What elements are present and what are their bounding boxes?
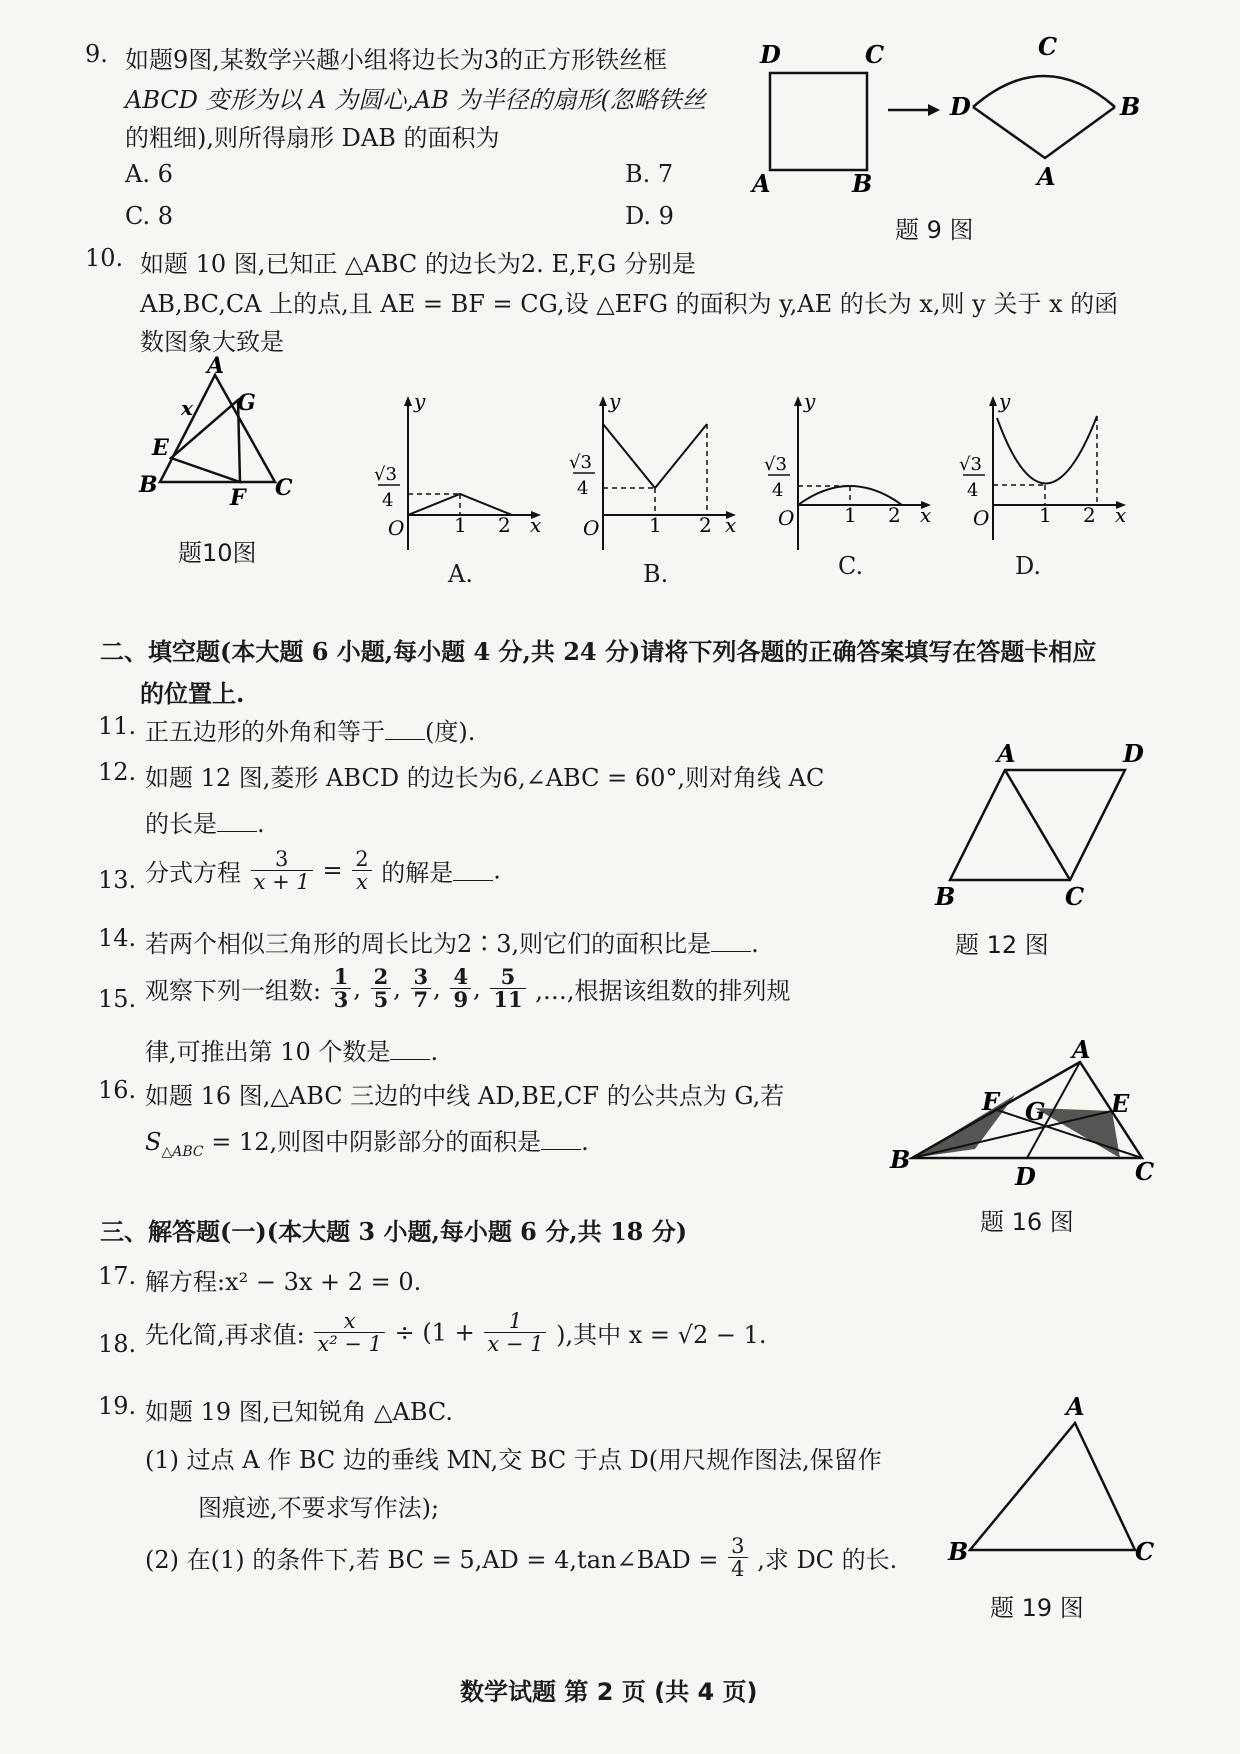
fig19-label-c: C: [1135, 1537, 1155, 1565]
q15-line1: 观察下列一组数: $\frac{1}{3}$ , $\frac{2}{5}$ , $\frac{3}{7}$ , $\frac{4}{9}$ , $\frac{5}{11}$ ,…,根据该组数的排列规: [145, 964, 791, 1013]
q16-line2: $S_{\triangle ABC} = 12$,则图中阴影部分的面积是 .: [145, 1128, 589, 1160]
fig16-label-c: C: [1135, 1157, 1155, 1186]
fig9-label-d: D: [760, 40, 781, 69]
q15-answer-blank: [390, 1039, 430, 1060]
fig12-diagonal-ac: [1005, 770, 1070, 880]
fig9-caption: 题 9 图: [895, 216, 974, 244]
svg-text:y: y: [804, 390, 816, 413]
q9-option-b: B. 7: [625, 160, 674, 188]
q12-number: 12.: [98, 758, 137, 786]
fig9-sector-label-a: A: [1037, 162, 1056, 191]
q19-part1-line2: 图痕迹,不要求写作法);: [198, 1494, 440, 1522]
q10-line1: 如题 10 图,已知正 △ABC 的边长为2. E,F,G 分别是: [140, 250, 696, 278]
fig10-label-x: x: [181, 396, 193, 420]
svg-text:4: 4: [382, 490, 394, 511]
q18-text: 先化简,再求值: $\frac{x}{\text{x² − 1}}$ ÷ (1 + $\frac{1}{x - 1}$ ),其中 x = √2 − 1.: [145, 1309, 767, 1357]
svg-text:√3: √3: [374, 464, 397, 485]
q15-number: 15.: [98, 985, 137, 1013]
q13-fraction-left: $\frac{3}{x + 1}$: [251, 848, 313, 893]
q18-number: 18.: [98, 1330, 137, 1358]
q9-line3: 的粗细),则所得扇形 DAB 的面积为: [125, 124, 500, 152]
fig16-shaded-right: [1035, 1108, 1120, 1158]
fig16-label-b: B: [890, 1145, 911, 1174]
svg-text:x: x: [920, 503, 932, 527]
svg-text:x: x: [530, 513, 542, 537]
graph-d-label: D.: [1015, 552, 1042, 580]
q14-answer-blank: [711, 931, 751, 952]
q10-number: 10.: [85, 244, 124, 272]
fig10-label-f: F: [230, 485, 246, 511]
fig10-label-g: G: [237, 390, 256, 416]
q19-line1: 如题 19 图,已知锐角 △ABC.: [145, 1398, 454, 1426]
fig9-label-c: C: [865, 40, 885, 69]
q9-line1: 如题9图,某数学兴趣小组将边长为3的正方形铁丝框: [125, 46, 668, 74]
fig10-label-e: E: [152, 435, 169, 461]
fig19-caption: 题 19 图: [990, 1594, 1084, 1622]
fig19-label-b: B: [948, 1537, 969, 1565]
fig9-label-a: A: [752, 169, 771, 195]
fig16-label-e: E: [1111, 1089, 1130, 1118]
figure-9: [740, 35, 1160, 195]
fig9-sector-radii: [973, 107, 1115, 158]
q10-line2: AB,BC,CA 上的点,且 AE = BF = CG,设 △EFG 的面积为 y,AE 的长为 x,则 y 关于 x 的函: [140, 290, 1119, 318]
fig10-caption: 题10图: [178, 539, 257, 567]
q9-option-d: D. 9: [625, 202, 674, 230]
fig16-label-g: G: [1025, 1097, 1046, 1126]
q19-fraction: $\frac{3}{4}$: [728, 1535, 747, 1580]
svg-text:1: 1: [1039, 503, 1052, 527]
q9-option-c: C. 8: [125, 202, 174, 230]
svg-text:2: 2: [1083, 503, 1096, 527]
graph-option-d: [955, 390, 1135, 560]
fig12-label-a: A: [997, 740, 1016, 768]
svg-text:O: O: [388, 516, 405, 540]
q14-number: 14.: [98, 924, 137, 952]
q18-fraction-left: $\frac{x}{\text{x² − 1}}$: [314, 1310, 385, 1355]
fig12-label-b: B: [935, 882, 956, 910]
svg-text:2: 2: [498, 513, 511, 537]
q19-part2: (2) 在(1) 的条件下,若 BC = 5,AD = 4,tan∠BAD = $\frac{3}{4}$ ,求 DC 的长.: [145, 1534, 898, 1582]
q11-text: 正五边形的外角和等于 (度).: [145, 718, 476, 746]
fig9-sector-label-b: B: [1120, 92, 1141, 121]
q9-option-a: A. 6: [125, 160, 173, 188]
fig12-label-c: C: [1065, 882, 1085, 910]
graph-b-label: B.: [643, 560, 669, 588]
fig16-label-a: A: [1072, 1040, 1091, 1064]
fig12-label-d: D: [1123, 740, 1144, 768]
svg-text:x: x: [725, 513, 737, 537]
q17-number: 17.: [98, 1262, 137, 1290]
svg-text:y: y: [414, 390, 426, 413]
svg-text:4: 4: [577, 478, 589, 499]
q12-line1: 如题 12 图,菱形 ABCD 的边长为6,∠ABC = 60°,则对角线 AC: [145, 764, 825, 792]
q11-number: 11.: [98, 712, 137, 740]
fig10-label-c: C: [275, 475, 293, 501]
fig19-triangle-abc: [970, 1423, 1135, 1550]
graph-a-label: A.: [448, 560, 473, 588]
q13-text: 分式方程 $\frac{3}{x + 1}$ = $\frac{2}{x}$ 的解是 .: [145, 847, 501, 895]
q13-answer-blank: [453, 860, 493, 881]
svg-text:4: 4: [772, 480, 784, 501]
q15-fraction-1: $\frac{1}{3}$: [331, 966, 352, 1011]
section2-heading-line2: 的位置上.: [140, 679, 245, 708]
q15-fraction-4: $\frac{4}{9}$: [450, 966, 471, 1011]
section3-heading: 三、解答题(一)(本大题 3 小题,每小题 6 分,共 18 分): [100, 1217, 688, 1246]
q17-text: 解方程:x² − 3x + 2 = 0.: [145, 1268, 422, 1296]
svg-text:O: O: [973, 506, 990, 530]
fig10-label-b: B: [139, 472, 158, 498]
fig9-arrow-head: [928, 104, 940, 116]
fig9-sector-label-d: D: [950, 92, 971, 121]
fig19-label-a: A: [1066, 1392, 1085, 1421]
q19-part1-line1: (1) 过点 A 作 BC 边的垂线 MN,交 BC 于点 D(用尺规作图法,保留作: [145, 1446, 882, 1474]
svg-text:2: 2: [699, 513, 712, 537]
svg-text:√3: √3: [764, 454, 787, 475]
fig10-label-a: A: [207, 355, 225, 379]
fig9-label-b: B: [852, 169, 873, 195]
svg-text:O: O: [583, 516, 600, 540]
fig10-triangle-abc: [160, 375, 275, 482]
q9-number: 9.: [85, 40, 108, 68]
graph-option-a: [370, 390, 550, 560]
q16-line1: 如题 16 图,△ABC 三边的中线 AD,BE,CF 的公共点为 G,若: [145, 1082, 785, 1110]
svg-text:1: 1: [844, 503, 857, 527]
q15-line2: 律,可推出第 10 个数是 .: [145, 1038, 439, 1066]
figure-16: [885, 1040, 1155, 1190]
q13-number: 13.: [98, 866, 137, 894]
svg-text:x: x: [1115, 503, 1127, 527]
q13-fraction-right: $\frac{2}{x}$: [352, 848, 371, 893]
fig16-label-d: D: [1015, 1162, 1036, 1190]
figure-12: [925, 740, 1155, 910]
fig9-sector-label-c: C: [1038, 35, 1058, 61]
fig16-caption: 题 16 图: [980, 1208, 1074, 1236]
page-footer: 数学试题 第 2 页 (共 4 页): [460, 1678, 758, 1706]
q16-answer-blank: [541, 1129, 581, 1150]
svg-text:4: 4: [967, 480, 979, 501]
graph-option-c: [760, 390, 940, 560]
q12-answer-blank: [217, 811, 257, 832]
q19-number: 19.: [98, 1392, 137, 1420]
figure-19: [940, 1385, 1160, 1565]
fig12-caption: 题 12 图: [955, 931, 1049, 959]
q10-line3: 数图象大致是: [140, 328, 284, 356]
fig16-label-f: F: [982, 1087, 1000, 1116]
q15-fraction-5: $\frac{5}{11}$: [490, 966, 525, 1011]
q18-fraction-right: $\frac{1}{x - 1}$: [484, 1310, 546, 1355]
svg-text:√3: √3: [959, 454, 982, 475]
q11-answer-blank: [385, 719, 425, 740]
q16-number: 16.: [98, 1076, 137, 1104]
graph-c-label: C.: [838, 552, 864, 580]
q15-fraction-2: $\frac{2}{5}$: [371, 966, 392, 1011]
svg-text:y: y: [999, 390, 1011, 413]
fig9-square: [770, 73, 867, 170]
svg-text:1: 1: [454, 513, 467, 537]
graph-option-b: [565, 390, 745, 560]
q12-line2: 的长是 .: [145, 810, 265, 838]
section2-heading-line1: 二、填空题(本大题 6 小题,每小题 4 分,共 24 分)请将下列各题的正确答案填写在答题卡相应: [100, 637, 1097, 666]
q15-fraction-3: $\frac{3}{7}$: [411, 966, 432, 1011]
figure-10: [135, 355, 305, 515]
q9-line2: ABCD 变形为以 A 为圆心,AB 为半径的扇形(忽略铁丝: [125, 86, 706, 114]
svg-text:O: O: [778, 506, 795, 530]
svg-text:y: y: [609, 390, 621, 413]
svg-text:1: 1: [649, 513, 662, 537]
svg-text:2: 2: [888, 503, 901, 527]
fig9-sector-arc: [973, 76, 1115, 107]
q14-text: 若两个相似三角形的周长比为2∶3,则它们的面积比是 .: [145, 930, 759, 958]
svg-text:√3: √3: [569, 452, 592, 473]
